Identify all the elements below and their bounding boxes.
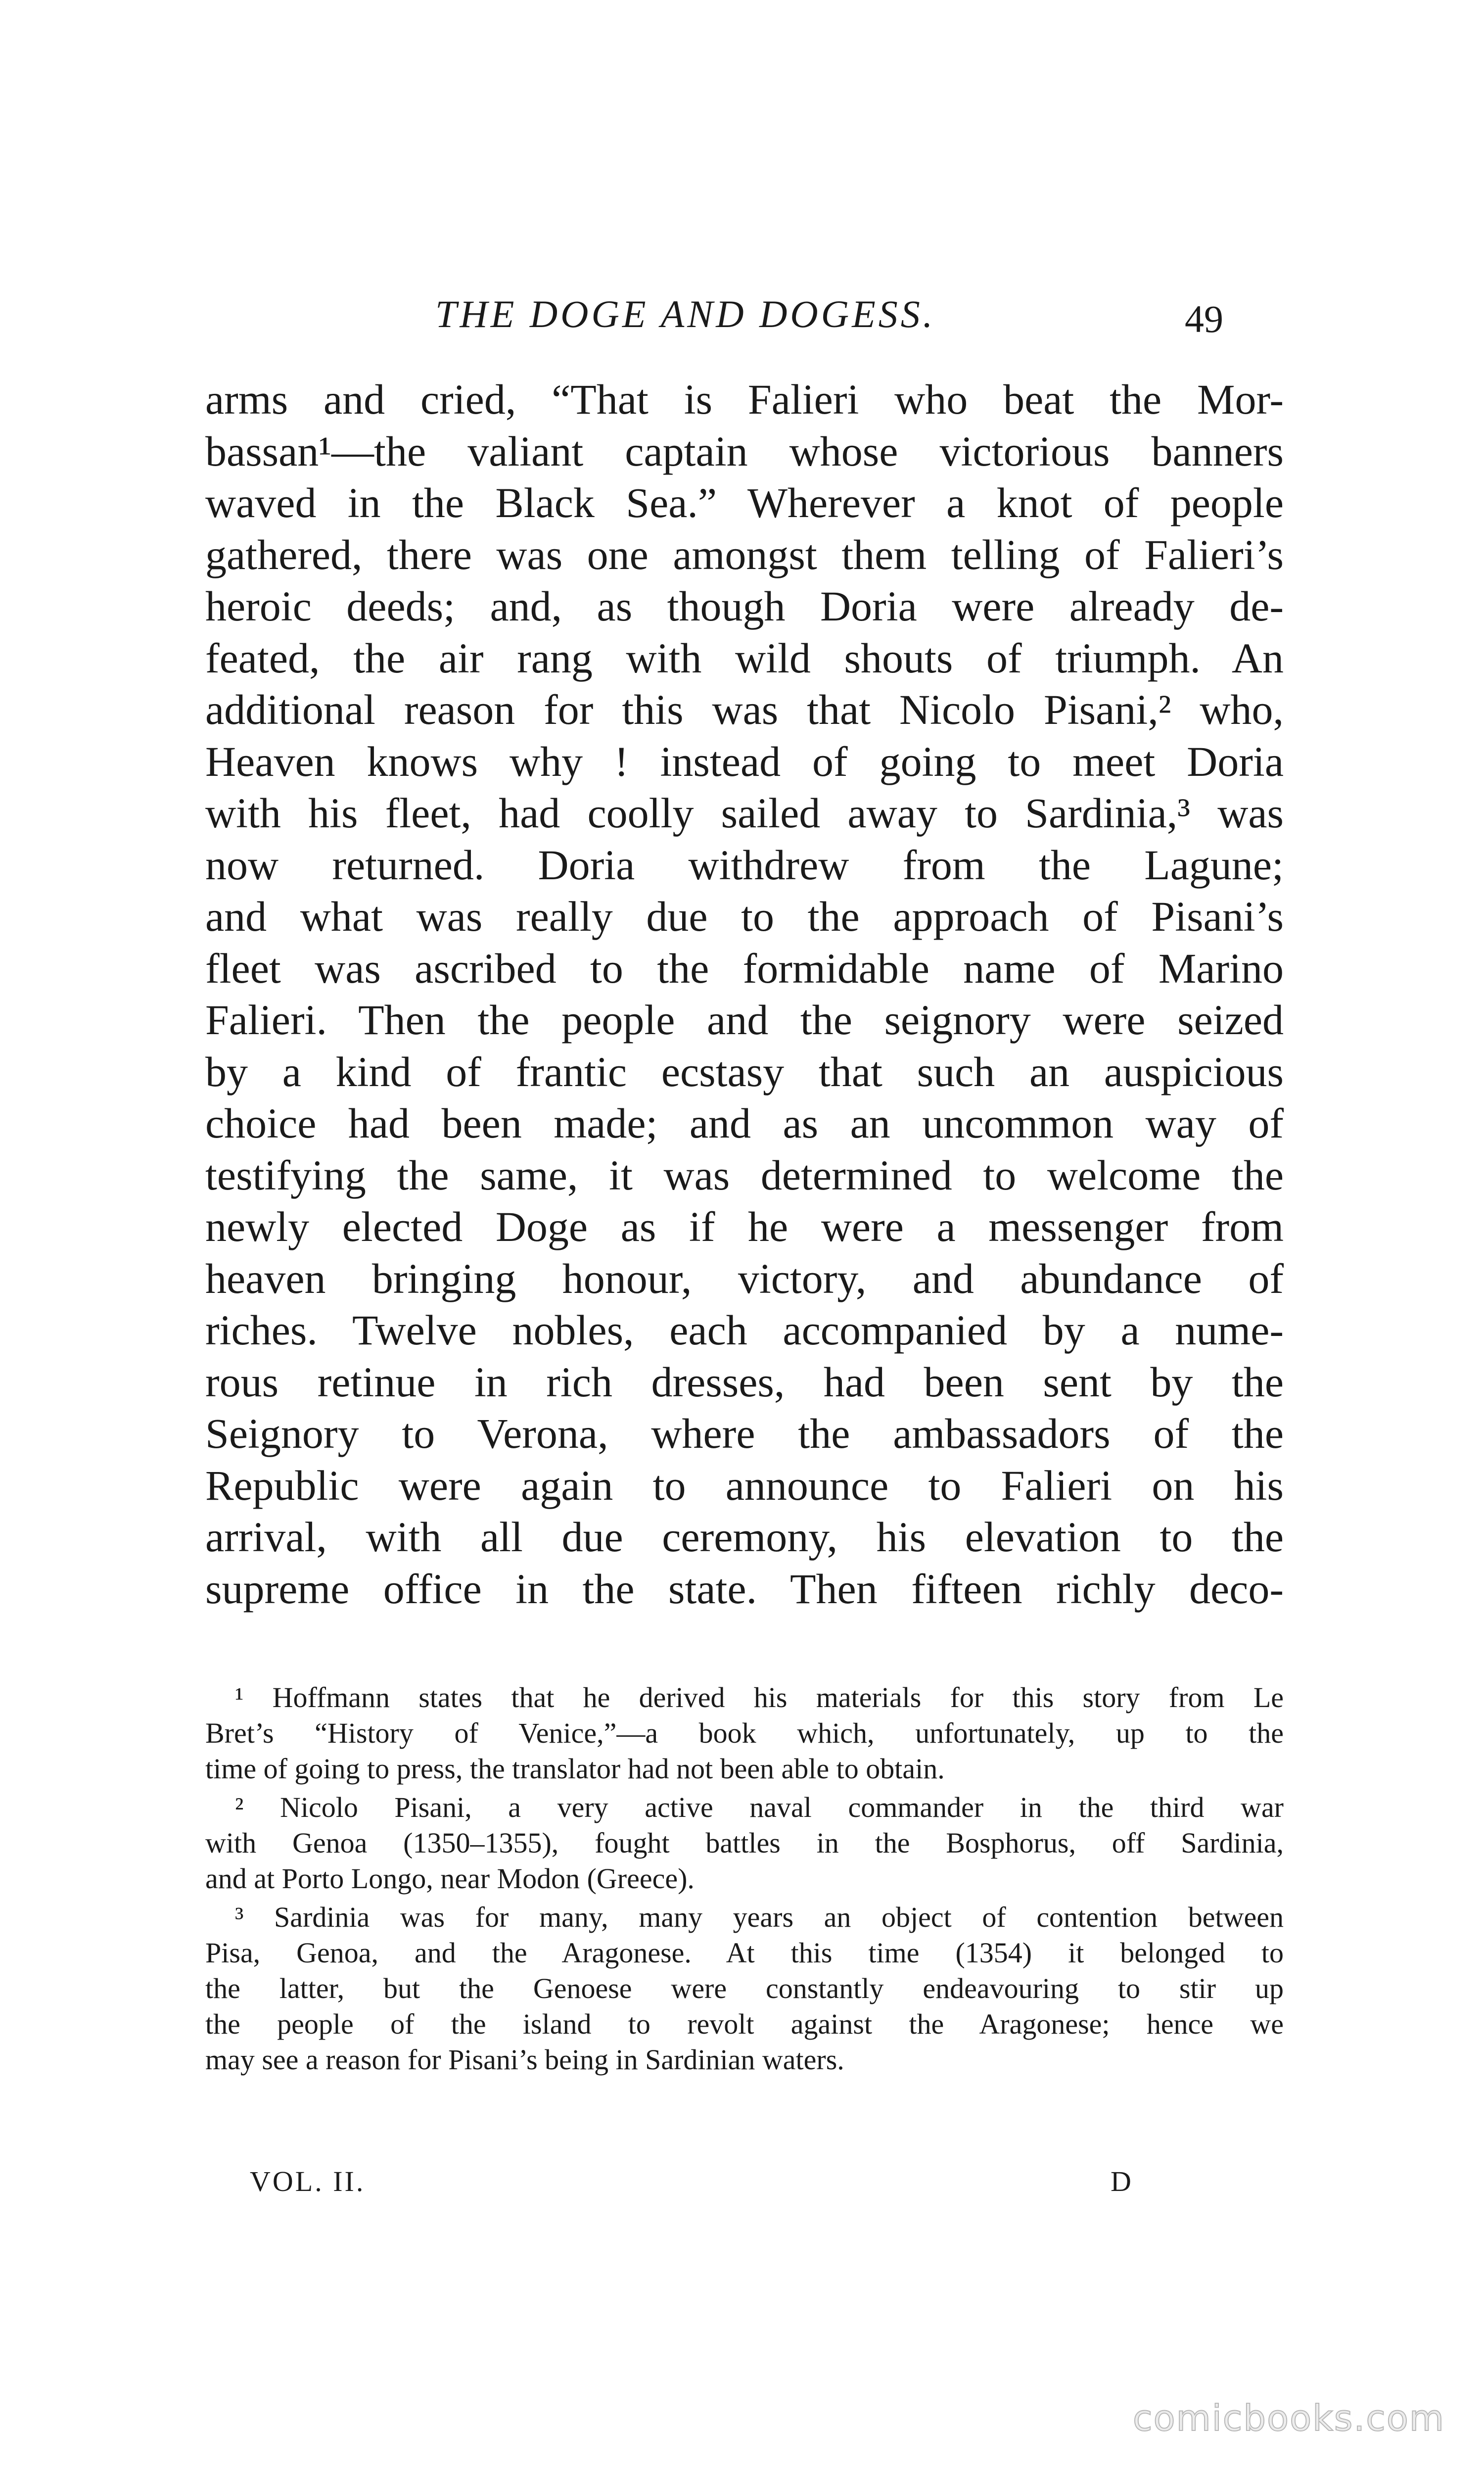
footnote-line: ³ Sardinia was for many, many years an object of contention between	[235, 1901, 1284, 1933]
page-number: 49	[1185, 297, 1223, 340]
body-line: Seignory to Verona, where the ambassadors of the	[205, 1410, 1284, 1457]
body-line: arrival, with all due ceremony, his elevation to the	[205, 1513, 1284, 1561]
body-line: Republic were again to announce to Falieri on his	[205, 1461, 1284, 1509]
body-line: additional reason for this was that Nicolo Pisani,² who,	[205, 686, 1284, 733]
footnote-line: may see a reason for Pisani’s being in Sardinian waters.	[205, 2044, 844, 2076]
body-line: Heaven knows why ! instead of going to meet Doria	[205, 737, 1284, 785]
footnote-line: the latter, but the Genoese were constantly endeavouring to stir up	[205, 1972, 1284, 2004]
body-line: riches. Twelve nobles, each accompanied by a nume-	[205, 1306, 1284, 1354]
footnotes	[205, 1680, 1284, 2081]
body-line: fleet was ascribed to the formidable name of Marino	[205, 944, 1284, 992]
body-line: by a kind of frantic ecstasy that such an auspicious	[205, 1047, 1284, 1095]
footnote-line: and at Porto Longo, near Modon (Greece).	[205, 1862, 695, 1895]
body-line: rous retinue in rich dresses, had been sent by the	[205, 1358, 1284, 1406]
footnote-line: the people of the island to revolt against the Aragonese; hence we	[205, 2008, 1284, 2040]
footnote-line: ² Nicolo Pisani, a very active naval commander in the third war	[235, 1791, 1284, 1823]
body-line: supreme office in the state. Then fifteen richly deco-	[205, 1565, 1284, 1613]
body-text	[205, 374, 1284, 1615]
body-line: feated, the air rang with wild shouts of triumph. An	[205, 634, 1284, 682]
gathering-signature-mark: D	[1111, 2165, 1131, 2197]
footnote-line: Bret’s “History of Venice,”—a book which, unfortunately, up to the	[205, 1717, 1284, 1749]
body-line: Falieri. Then the people and the seignory were seized	[205, 996, 1284, 1044]
body-line: bassan¹—the valiant captain whose victorious banners	[205, 427, 1284, 475]
body-line: heroic deeds; and, as though Doria were already de-	[205, 582, 1284, 630]
footnote-line: with Genoa (1350–1355), fought battles in the Bosphorus, off Sardinia,	[205, 1827, 1284, 1859]
body-line: testifying the same, it was determined to welcome the	[205, 1151, 1284, 1199]
body-line: arms and cried, “That is Falieri who beat the Mor-	[205, 376, 1284, 423]
running-title: THE DOGE AND DOGESS.	[435, 292, 936, 335]
body-line: newly elected Doge as if he were a messenger from	[205, 1203, 1284, 1250]
volume-signature: VOL. II.	[250, 2165, 366, 2197]
body-line: choice had been made; and as an uncommon way of	[205, 1099, 1284, 1147]
footnote-3	[205, 1900, 1284, 2078]
footnote-line: Pisa, Genoa, and the Aragonese. At this time (1354) it belonged to	[205, 1937, 1284, 1969]
footnote-1	[205, 1680, 1284, 1787]
footnote-line: time of going to press, the translator had not been able to obtain.	[205, 1753, 945, 1785]
footnote-2	[205, 1790, 1284, 1897]
body-line: waved in the Black Sea.” Wherever a knot of people	[205, 479, 1284, 526]
body-line: and what was really due to the approach of Pisani’s	[205, 893, 1284, 940]
footnote-line: ¹ Hoffmann states that he derived his materials for this story from Le	[235, 1681, 1284, 1713]
body-line: now returned. Doria withdrew from the Lagune;	[205, 841, 1284, 889]
body-line: heaven bringing honour, victory, and abundance of	[205, 1254, 1284, 1302]
body-line: with his fleet, had coolly sailed away to Sardinia,³ was	[205, 789, 1284, 837]
watermark: comicbooks.com	[1133, 2397, 1445, 2439]
body-line: gathered, there was one amongst them telling of Falieri’s	[205, 530, 1284, 578]
